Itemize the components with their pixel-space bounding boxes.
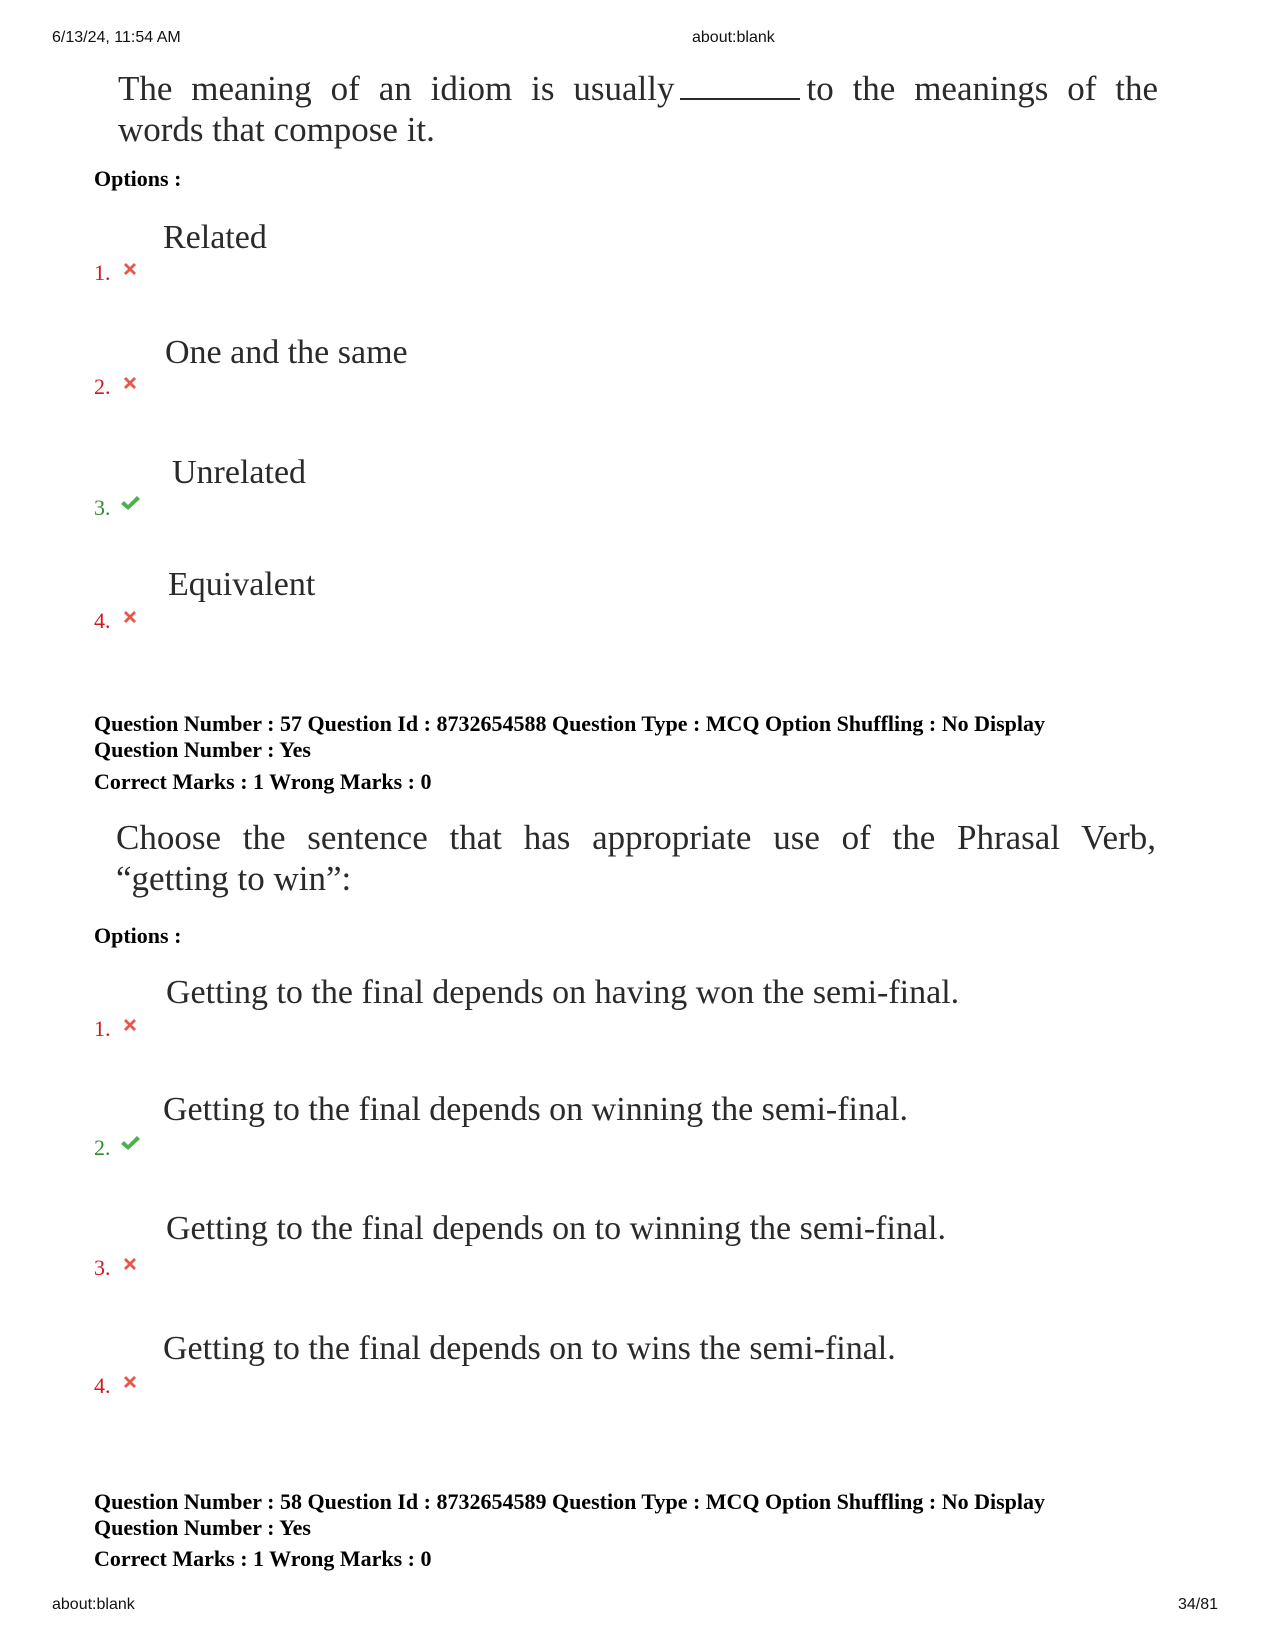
q56-option-3-text: Unrelated [172, 454, 307, 491]
options-label: Options : [94, 923, 182, 948]
q56-option-4-text: Equivalent [168, 566, 316, 603]
q57-option-2-number: 2. [94, 1135, 111, 1160]
question-text-line2: “getting to win”: [116, 859, 352, 898]
options-label: Options : [94, 166, 182, 191]
question-57-text [116, 817, 1156, 899]
footer-url: about:blank [52, 1596, 135, 1613]
q57-option-1-text: Getting to the final depends on having won the semi-final. [166, 974, 960, 1011]
q56-option-3-number: 3. [94, 495, 111, 520]
q56-option-4-number: 4. [94, 608, 111, 633]
question-56-text [118, 68, 1158, 150]
cross-icon [121, 374, 139, 392]
q57-option-3-number: 3. [94, 1255, 111, 1280]
q56-option-2-text: One and the same [165, 334, 408, 371]
question-text-part1: The meaning of an idiom is usually [118, 69, 675, 108]
q57-option-3-text: Getting to the final depends on to winning the semi-final. [166, 1210, 946, 1247]
q56-option-1-text: Related [163, 219, 267, 256]
check-icon [119, 1134, 141, 1152]
print-datetime: 6/13/24, 11:54 AM [52, 29, 181, 46]
q56-option-2-number: 2. [94, 374, 111, 399]
cross-icon [121, 1255, 139, 1273]
q57-option-2-text: Getting to the final depends on winning the semi-final. [163, 1091, 909, 1128]
q57-option-4-number: 4. [94, 1373, 111, 1398]
print-url: about:blank [692, 29, 775, 46]
q57-meta-line2: Question Number : Yes [94, 737, 311, 762]
q56-option-1-number: 1. [94, 260, 111, 285]
page-number: 34/81 [1178, 1596, 1219, 1613]
cross-icon [121, 1373, 139, 1391]
cross-icon [121, 608, 139, 626]
q57-meta-line1: Question Number : 57 Question Id : 8732654588 Question Type : MCQ Option Shuffling : No Display [94, 711, 1046, 736]
check-icon [119, 494, 141, 512]
q58-meta-line2: Question Number : Yes [94, 1515, 311, 1540]
q57-marks: Correct Marks : 1 Wrong Marks : 0 [94, 769, 432, 794]
answer-blank [680, 74, 800, 100]
cross-icon [121, 260, 139, 278]
cross-icon [121, 1016, 139, 1034]
q57-option-4-text: Getting to the final depends on to wins the semi-final. [163, 1330, 896, 1367]
question-text-part2: to the meanings of the [806, 69, 1158, 108]
question-text-line1: Choose the sentence that has appropriate use of the Phrasal Verb, [116, 818, 1156, 857]
q58-meta-line1: Question Number : 58 Question Id : 8732654589 Question Type : MCQ Option Shuffling : No Display [94, 1489, 1046, 1514]
q57-option-1-number: 1. [94, 1016, 111, 1041]
q58-marks: Correct Marks : 1 Wrong Marks : 0 [94, 1546, 432, 1571]
question-text-line2: words that compose it. [118, 110, 435, 149]
